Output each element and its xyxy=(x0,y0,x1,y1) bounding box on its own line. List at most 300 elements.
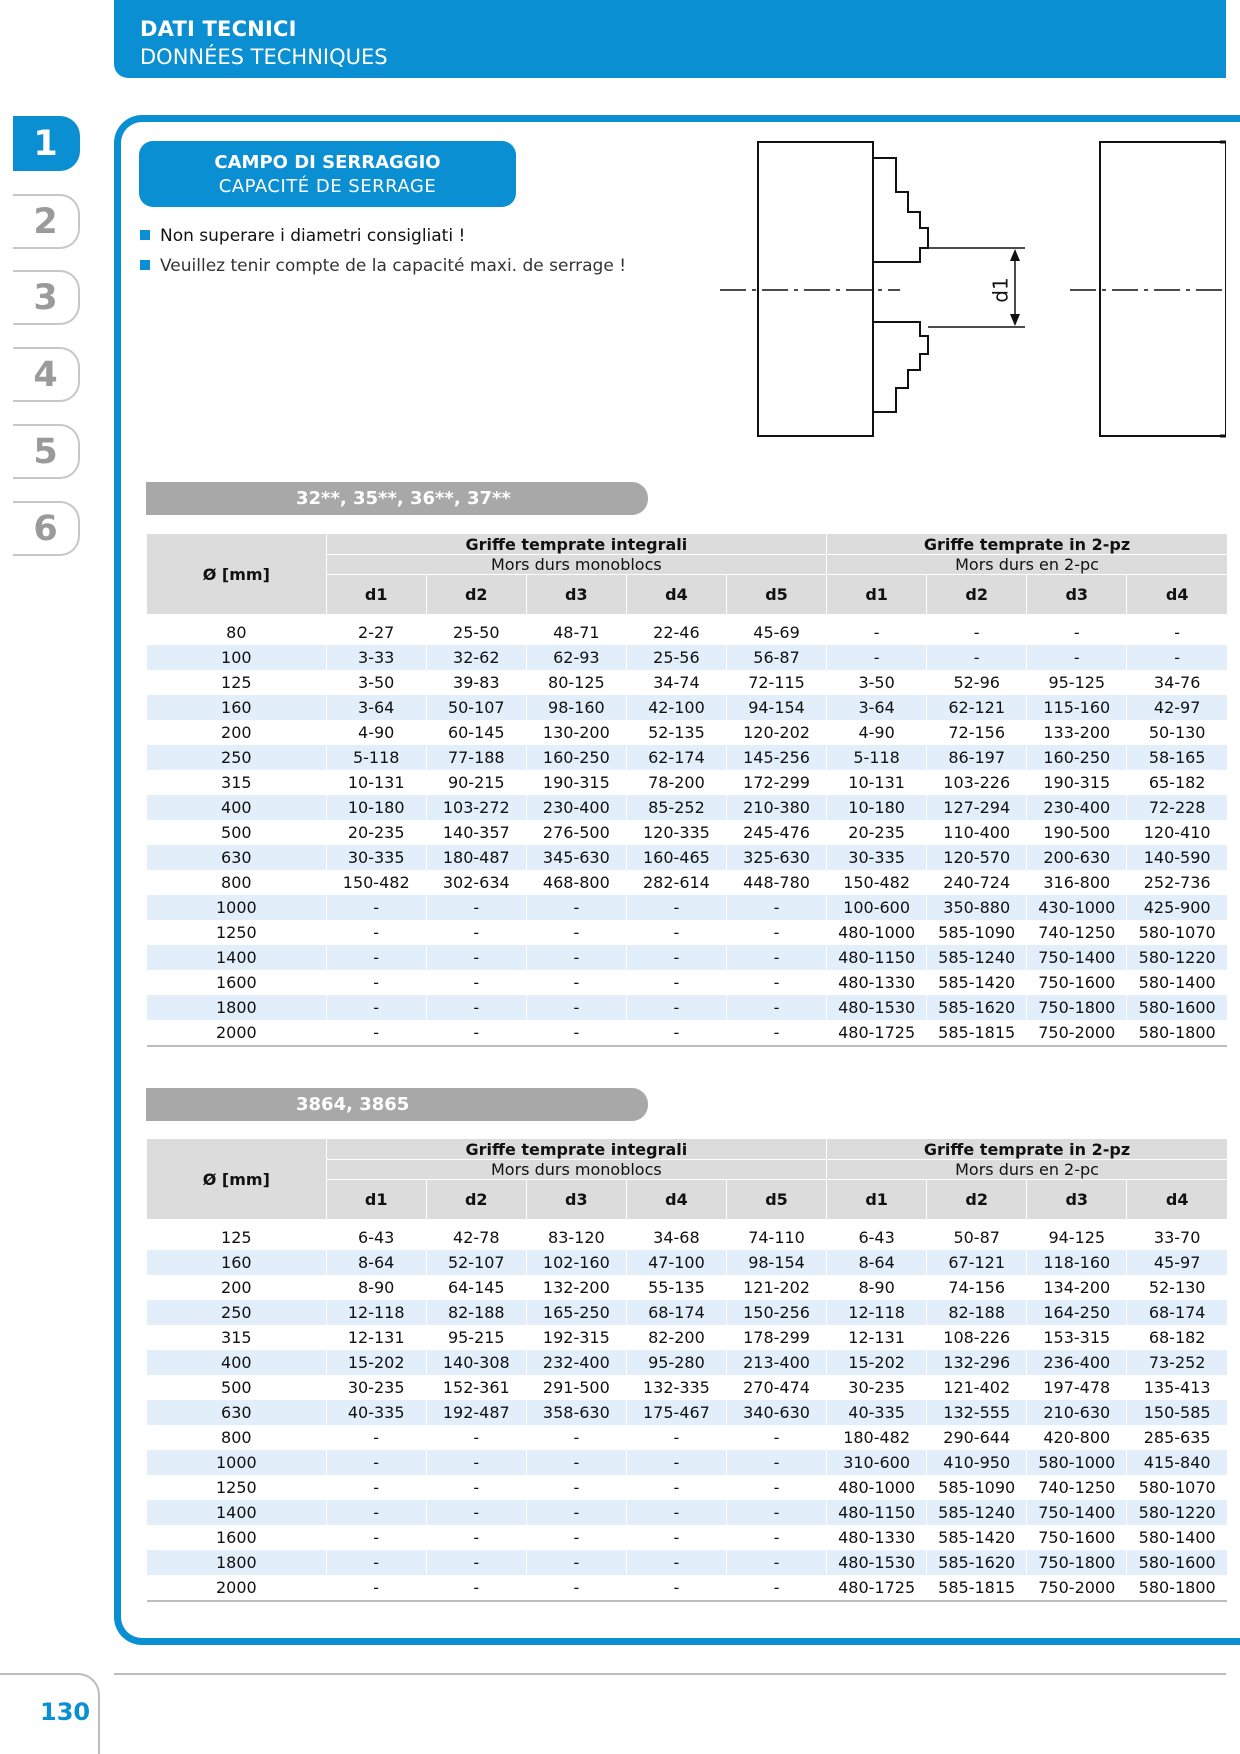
bullet-square-icon xyxy=(140,230,150,240)
range-cell: 8-90 xyxy=(827,1275,927,1300)
range-cell: 86-197 xyxy=(927,745,1027,770)
range-cell: 5-118 xyxy=(827,745,927,770)
range-cell: 42-97 xyxy=(1127,695,1227,720)
range-cell: 22-46 xyxy=(626,614,726,645)
column-header: d2 xyxy=(927,1180,1027,1220)
range-cell: 580-1070 xyxy=(1127,1475,1227,1500)
column-header: d4 xyxy=(1127,575,1227,615)
diameter-cell: 1000 xyxy=(147,1450,326,1475)
range-cell: 8-64 xyxy=(326,1250,426,1275)
diameter-cell: 1800 xyxy=(147,1550,326,1575)
range-cell: 358-630 xyxy=(526,1400,626,1425)
table-row xyxy=(147,870,1227,895)
range-cell: - xyxy=(626,1425,726,1450)
range-cell: 750-1800 xyxy=(1027,995,1127,1020)
range-cell: 425-900 xyxy=(1127,895,1227,920)
note-fr-text: Veuillez tenir compte de la capacité maxi. de serrage ! xyxy=(160,256,627,276)
range-cell: 316-800 xyxy=(1027,870,1127,895)
diameter-cell: 1000 xyxy=(147,895,326,920)
range-cell: - xyxy=(426,895,526,920)
range-cell: - xyxy=(626,1475,726,1500)
range-cell: - xyxy=(426,1475,526,1500)
range-cell: 213-400 xyxy=(726,1350,826,1375)
chapter-tab-2[interactable]: 2 xyxy=(13,194,80,249)
range-cell: 190-315 xyxy=(526,770,626,795)
range-cell: - xyxy=(426,1525,526,1550)
range-cell: 74-110 xyxy=(726,1219,826,1250)
diameter-cell: 1250 xyxy=(215,923,257,942)
range-cell: 50-87 xyxy=(927,1219,1027,1250)
table-row xyxy=(147,1250,1227,1275)
range-cell: 325-630 xyxy=(726,845,826,870)
range-cell: 750-2000 xyxy=(1027,1575,1127,1601)
range-cell: - xyxy=(726,995,826,1020)
range-cell: - xyxy=(626,1450,726,1475)
range-cell: 750-1400 xyxy=(1027,945,1127,970)
range-cell: 468-800 xyxy=(526,870,626,895)
range-cell: 50-107 xyxy=(426,695,526,720)
range-cell: - xyxy=(326,1525,426,1550)
range-cell: 68-182 xyxy=(1127,1325,1227,1350)
range-cell: 120-202 xyxy=(726,720,826,745)
range-cell: 585-1090 xyxy=(927,1475,1027,1500)
range-cell: 140-357 xyxy=(426,820,526,845)
range-cell: 94-125 xyxy=(1027,1219,1127,1250)
range-cell: 25-50 xyxy=(426,614,526,645)
group2-title: Griffe temprate in 2-pz xyxy=(827,1139,1227,1160)
range-cell: 103-272 xyxy=(426,795,526,820)
range-cell: 750-1800 xyxy=(1027,1550,1127,1575)
table-row xyxy=(147,820,1227,845)
range-cell: 480-1330 xyxy=(827,970,927,995)
range-cell: 95-125 xyxy=(1027,670,1127,695)
diameter-cell: 2000 xyxy=(147,1020,326,1046)
range-cell: 40-335 xyxy=(326,1400,426,1425)
range-cell: 34-74 xyxy=(626,670,726,695)
jaw-lower xyxy=(873,322,928,412)
range-cell: 153-315 xyxy=(1027,1325,1127,1350)
diameter-cell: 125 xyxy=(221,1228,252,1247)
note-it-text: Non superare i diametri consigliati ! xyxy=(160,226,466,246)
page-number: 130 xyxy=(40,1698,91,1726)
range-cell: 62-174 xyxy=(626,745,726,770)
chapter-tab-1[interactable]: 1 xyxy=(13,116,80,171)
range-cell: - xyxy=(526,1450,626,1475)
range-cell: 34-76 xyxy=(1127,670,1227,695)
table-row xyxy=(147,945,1227,970)
range-cell: 15-202 xyxy=(827,1350,927,1375)
range-cell: 25-56 xyxy=(626,645,726,670)
range-cell: 60-145 xyxy=(426,720,526,745)
header-title: DATI TECNICI xyxy=(140,17,297,41)
range-cell: 10-131 xyxy=(326,770,426,795)
range-cell: 480-1530 xyxy=(827,995,927,1020)
range-cell: 270-474 xyxy=(726,1375,826,1400)
range-cell: 47-100 xyxy=(626,1250,726,1275)
diameter-cell: 400 xyxy=(147,1350,326,1375)
table-row xyxy=(147,1475,1227,1500)
range-cell: 245-476 xyxy=(726,820,826,845)
range-cell: - xyxy=(1127,614,1227,645)
chapter-tab-6[interactable]: 6 xyxy=(13,501,80,556)
range-cell: 164-250 xyxy=(1027,1300,1127,1325)
table-row xyxy=(147,1525,1227,1550)
range-cell: - xyxy=(726,1425,826,1450)
range-cell: 150-482 xyxy=(326,870,426,895)
group2-subtitle: Mors durs en 2-pc xyxy=(827,1160,1227,1180)
range-cell: 68-174 xyxy=(1127,1300,1227,1325)
range-cell: 285-635 xyxy=(1127,1425,1227,1450)
table-row xyxy=(147,720,1227,745)
range-cell: - xyxy=(626,920,726,945)
range-cell: 580-1220 xyxy=(1127,1500,1227,1525)
range-cell: 3-50 xyxy=(827,670,927,695)
range-cell: 580-1070 xyxy=(1127,920,1227,945)
range-cell: 585-1620 xyxy=(927,995,1027,1020)
range-cell: 40-335 xyxy=(827,1400,927,1425)
range-cell: - xyxy=(326,995,426,1020)
range-cell: 130-200 xyxy=(526,720,626,745)
range-cell: 180-487 xyxy=(426,845,526,870)
range-cell: 34-68 xyxy=(626,1219,726,1250)
range-cell: - xyxy=(526,895,626,920)
jaw-upper xyxy=(873,158,928,262)
table-row xyxy=(147,845,1227,870)
range-cell: 52-107 xyxy=(426,1250,526,1275)
section-title-fr: CAPACITÉ DE SERRAGE xyxy=(218,176,437,197)
table-row xyxy=(147,1020,1227,1046)
range-cell: 132-296 xyxy=(927,1350,1027,1375)
diameter-cell: 250 xyxy=(147,1300,326,1325)
range-cell: 420-800 xyxy=(1027,1425,1127,1450)
range-cell: 56-87 xyxy=(726,645,826,670)
range-cell: 160-250 xyxy=(526,745,626,770)
range-cell: 52-130 xyxy=(1127,1275,1227,1300)
range-cell: 3-50 xyxy=(326,670,426,695)
range-cell: 12-118 xyxy=(326,1300,426,1325)
table-row xyxy=(147,745,1227,770)
range-cell: - xyxy=(326,920,426,945)
range-cell: 276-500 xyxy=(526,820,626,845)
table-row xyxy=(147,645,1227,670)
diameter-cell: 800 xyxy=(221,1428,252,1447)
range-cell: - xyxy=(927,645,1027,670)
range-cell: 580-1220 xyxy=(1127,945,1227,970)
group1-title: Griffe temprate integrali xyxy=(326,534,826,555)
range-cell: - xyxy=(726,1500,826,1525)
range-cell: - xyxy=(326,1475,426,1500)
range-cell: 15-202 xyxy=(326,1350,426,1375)
range-cell: 10-180 xyxy=(827,795,927,820)
column-header: d4 xyxy=(1127,1180,1227,1220)
range-cell: - xyxy=(526,1500,626,1525)
range-cell: 58-165 xyxy=(1127,745,1227,770)
range-cell: 120-570 xyxy=(927,845,1027,870)
range-cell: - xyxy=(426,1020,526,1046)
range-cell: - xyxy=(326,895,426,920)
range-cell: - xyxy=(626,1525,726,1550)
range-cell: 4-90 xyxy=(827,720,927,745)
range-cell: 94-154 xyxy=(726,695,826,720)
range-cell: 580-1000 xyxy=(1027,1450,1127,1475)
table-row xyxy=(147,695,1227,720)
range-cell: 175-467 xyxy=(626,1400,726,1425)
range-cell: - xyxy=(1027,614,1127,645)
page-header xyxy=(114,0,1226,78)
diameter-cell: 1600 xyxy=(215,973,257,992)
table-row xyxy=(147,1375,1227,1400)
range-cell: 32-62 xyxy=(426,645,526,670)
range-cell: 290-644 xyxy=(927,1425,1027,1450)
range-cell: 236-400 xyxy=(1027,1350,1127,1375)
diameter-cell: 200 xyxy=(221,1278,252,1297)
header-subtitle: DONNÉES TECHNIQUES xyxy=(140,45,388,69)
range-cell: - xyxy=(726,895,826,920)
range-cell: 132-335 xyxy=(626,1375,726,1400)
diameter-cell: 315 xyxy=(221,773,252,792)
range-cell: - xyxy=(326,1575,426,1601)
chuck-body-right xyxy=(1100,142,1226,436)
table1-label: 32**, 35**, 36**, 37** xyxy=(146,482,648,515)
range-cell: 68-174 xyxy=(626,1300,726,1325)
range-cell: 98-154 xyxy=(726,1250,826,1275)
range-cell: 178-299 xyxy=(726,1325,826,1350)
table-row xyxy=(147,1500,1227,1525)
diameter-cell: 500 xyxy=(221,823,252,842)
range-cell: - xyxy=(626,895,726,920)
table-row xyxy=(147,1350,1227,1375)
range-cell: - xyxy=(526,970,626,995)
range-cell: 30-235 xyxy=(827,1375,927,1400)
range-cell: - xyxy=(827,614,927,645)
range-cell: 103-226 xyxy=(927,770,1027,795)
range-cell: 302-634 xyxy=(426,870,526,895)
range-cell: 448-780 xyxy=(726,870,826,895)
group1-subtitle: Mors durs monoblocs xyxy=(326,555,826,575)
range-cell: 30-335 xyxy=(827,845,927,870)
range-cell: 45-97 xyxy=(1127,1250,1227,1275)
range-cell: - xyxy=(526,1550,626,1575)
column-header: d4 xyxy=(626,1180,726,1220)
range-cell: 45-69 xyxy=(726,614,826,645)
column-header: d1 xyxy=(326,1180,426,1220)
range-cell: 33-70 xyxy=(1127,1219,1227,1250)
range-cell: - xyxy=(827,645,927,670)
group1-title: Griffe temprate integrali xyxy=(326,1139,826,1160)
range-cell: 480-1725 xyxy=(827,1020,927,1046)
range-cell: - xyxy=(726,1525,826,1550)
table-row xyxy=(147,1425,1227,1450)
range-cell: 340-630 xyxy=(726,1400,826,1425)
column-header: d3 xyxy=(526,575,626,615)
range-cell: 95-215 xyxy=(426,1325,526,1350)
range-cell: - xyxy=(626,1020,726,1046)
range-cell: 12-131 xyxy=(827,1325,927,1350)
chapter-tab-4[interactable]: 4 xyxy=(13,347,80,402)
range-cell: 750-1600 xyxy=(1027,1525,1127,1550)
range-cell: 197-478 xyxy=(1027,1375,1127,1400)
range-cell: 134-200 xyxy=(1027,1275,1127,1300)
range-cell: 750-1600 xyxy=(1027,970,1127,995)
range-cell: 585-1240 xyxy=(927,945,1027,970)
range-cell: 6-43 xyxy=(326,1219,426,1250)
clamping-table-2 xyxy=(147,1139,1227,1602)
range-cell: 39-83 xyxy=(426,670,526,695)
table-row xyxy=(147,1275,1227,1300)
range-cell: 85-252 xyxy=(626,795,726,820)
range-cell: 750-2000 xyxy=(1027,1020,1127,1046)
range-cell: - xyxy=(426,1500,526,1525)
range-cell: 6-43 xyxy=(827,1219,927,1250)
range-cell: 345-630 xyxy=(526,845,626,870)
range-cell: 580-1400 xyxy=(1127,1525,1227,1550)
range-cell: 580-1600 xyxy=(1127,1550,1227,1575)
range-cell: 480-1725 xyxy=(827,1575,927,1601)
note-it xyxy=(140,226,465,246)
range-cell: 252-736 xyxy=(1127,870,1227,895)
range-cell: 135-413 xyxy=(1127,1375,1227,1400)
range-cell: 190-500 xyxy=(1027,820,1127,845)
range-cell: 95-280 xyxy=(626,1350,726,1375)
range-cell: 2-27 xyxy=(326,614,426,645)
note-fr xyxy=(140,256,626,276)
range-cell: 108-226 xyxy=(927,1325,1027,1350)
range-cell: - xyxy=(426,995,526,1020)
diameter-cell: 160 xyxy=(147,695,326,720)
chuck-drawing xyxy=(720,130,1226,448)
range-cell: - xyxy=(626,1550,726,1575)
range-cell: 150-482 xyxy=(827,870,927,895)
range-cell: - xyxy=(626,995,726,1020)
range-cell: 10-180 xyxy=(326,795,426,820)
footer-divider xyxy=(114,1673,1226,1675)
range-cell: 210-380 xyxy=(726,795,826,820)
range-cell: 42-78 xyxy=(426,1219,526,1250)
section-title xyxy=(139,141,516,207)
range-cell: - xyxy=(526,1475,626,1500)
range-cell: 200-630 xyxy=(1027,845,1127,870)
range-cell: 172-299 xyxy=(726,770,826,795)
range-cell: 65-182 xyxy=(1127,770,1227,795)
range-cell: 8-90 xyxy=(326,1275,426,1300)
diameter-cell: 800 xyxy=(221,873,252,892)
table-row xyxy=(147,1219,1227,1250)
diameter-cell: 100 xyxy=(147,645,326,670)
range-cell: 580-1600 xyxy=(1127,995,1227,1020)
range-cell: 580-1800 xyxy=(1127,1020,1227,1046)
range-cell: 121-402 xyxy=(927,1375,1027,1400)
diameter-cell: 400 xyxy=(147,795,326,820)
diameter-cell: 630 xyxy=(147,845,326,870)
range-cell: - xyxy=(626,1500,726,1525)
range-cell: 480-1150 xyxy=(827,1500,927,1525)
range-cell: 585-1420 xyxy=(927,1525,1027,1550)
range-cell: - xyxy=(426,945,526,970)
range-cell: 140-308 xyxy=(426,1350,526,1375)
range-cell: 192-315 xyxy=(526,1325,626,1350)
range-cell: 160-465 xyxy=(626,845,726,870)
range-cell: 77-188 xyxy=(426,745,526,770)
range-cell: 12-131 xyxy=(326,1325,426,1350)
table-row xyxy=(147,970,1227,995)
range-cell: 132-555 xyxy=(927,1400,1027,1425)
diameter-cell: 2000 xyxy=(147,1575,326,1601)
diameter-cell: 80 xyxy=(226,623,247,642)
table2-label: 3864, 3865 xyxy=(146,1088,648,1121)
range-cell: 132-200 xyxy=(526,1275,626,1300)
range-cell: 42-100 xyxy=(626,695,726,720)
range-cell: 120-410 xyxy=(1127,820,1227,845)
range-cell: 20-235 xyxy=(326,820,426,845)
range-cell: - xyxy=(726,1575,826,1601)
table-row xyxy=(147,670,1227,695)
diameter-header: Ø [mm] xyxy=(147,1139,326,1219)
diameter-cell: 500 xyxy=(221,1378,252,1397)
range-cell: - xyxy=(426,970,526,995)
range-cell: - xyxy=(426,1550,526,1575)
range-cell: 80-125 xyxy=(526,670,626,695)
table-row xyxy=(147,614,1227,645)
range-cell: 480-1330 xyxy=(827,1525,927,1550)
table-row xyxy=(147,1550,1227,1575)
range-cell: 282-614 xyxy=(626,870,726,895)
range-cell: - xyxy=(726,1450,826,1475)
table-row xyxy=(147,1400,1227,1425)
table-row xyxy=(147,995,1227,1020)
table-row xyxy=(147,920,1227,945)
range-cell: 740-1250 xyxy=(1027,920,1127,945)
range-cell: 73-252 xyxy=(1127,1350,1227,1375)
column-header: d1 xyxy=(326,575,426,615)
chapter-tab-3[interactable]: 3 xyxy=(13,270,80,325)
diameter-cell: 630 xyxy=(147,1400,326,1425)
range-cell: 72-228 xyxy=(1127,795,1227,820)
chapter-tab-5[interactable]: 5 xyxy=(13,424,80,479)
diameter-cell: 200 xyxy=(221,723,252,742)
range-cell: 585-1420 xyxy=(927,970,1027,995)
range-cell: 30-235 xyxy=(326,1375,426,1400)
range-cell: 98-160 xyxy=(526,695,626,720)
range-cell: 115-160 xyxy=(1027,695,1127,720)
table-row xyxy=(147,1325,1227,1350)
range-cell: 8-64 xyxy=(827,1250,927,1275)
range-cell: - xyxy=(326,1425,426,1450)
range-cell: 100-600 xyxy=(827,895,927,920)
column-header: d2 xyxy=(927,575,1027,615)
range-cell: 585-1620 xyxy=(927,1550,1027,1575)
range-cell: 48-71 xyxy=(526,614,626,645)
diameter-cell: 315 xyxy=(221,1328,252,1347)
range-cell: - xyxy=(726,1475,826,1500)
range-cell: 750-1400 xyxy=(1027,1500,1127,1525)
range-cell: 160-250 xyxy=(1027,745,1127,770)
range-cell: - xyxy=(326,945,426,970)
diameter-cell: 1600 xyxy=(215,1528,257,1547)
range-cell: 12-118 xyxy=(827,1300,927,1325)
range-cell: - xyxy=(326,1500,426,1525)
group1-subtitle: Mors durs monoblocs xyxy=(326,1160,826,1180)
range-cell: 415-840 xyxy=(1127,1450,1227,1475)
range-cell: 3-64 xyxy=(326,695,426,720)
range-cell: 3-33 xyxy=(326,645,426,670)
column-header: d1 xyxy=(827,575,927,615)
diameter-cell: 250 xyxy=(147,745,326,770)
table-row xyxy=(147,1575,1227,1601)
range-cell: 133-200 xyxy=(1027,720,1127,745)
range-cell: - xyxy=(726,945,826,970)
diameter-cell: 1400 xyxy=(147,1500,326,1525)
range-cell: 180-482 xyxy=(827,1425,927,1450)
